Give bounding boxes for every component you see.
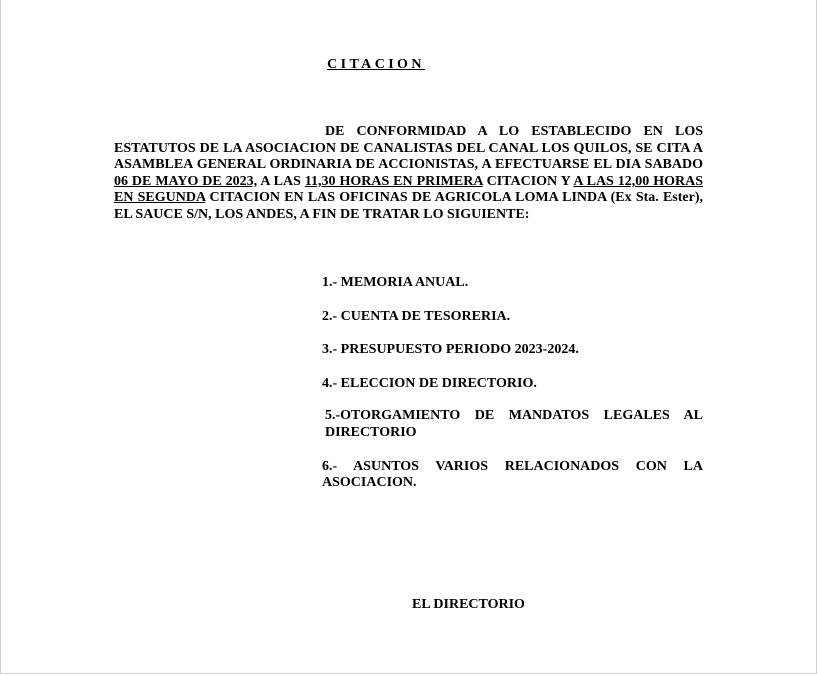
agenda-item: 1.- MEMORIA ANUAL. [322,275,469,290]
agenda-list [322,275,703,492]
meeting-date: 06 DE MAYO DE 2023, [114,173,258,189]
agenda-item: 5.-OTORGAMIENTO DE MANDATOS LEGALES AL DIRECTORIO [325,408,703,440]
agenda-item: 3.- PRESUPUESTO PERIODO 2023-2024. [322,342,579,358]
body-text-1: DE CONFORMIDAD A LO ESTABLECIDO EN LOS ESTATUTOS DE LA ASOCIACION DE CANALISTAS DEL CANAL LOS QUILOS, SE CITA A ASAMBLEA GENERAL ORDINARIA DE ACCIONISTAS, A EFECTUARSE EL DIA SABADO [114,124,703,173]
body-text-2: A LAS [257,173,305,189]
body-paragraph [114,124,703,224]
body-text-3: CITACION Y [482,173,574,189]
signature: EL DIRECTORIO [412,597,525,612]
document-title: CITACION [327,57,425,72]
second-call-time: A LAS 12,00 HORAS EN SEGUNDA [114,173,703,206]
agenda-item: 2.- CUENTA DE TESORERIA. [322,308,511,324]
first-call-time: 11,30 HORAS EN PRIMERA [304,173,483,189]
body-text-4: CITACION EN LAS OFICINAS DE AGRICOLA LOMA LINDA (Ex Sta. Ester), EL SAUCE S/N, LOS ANDES, A FIN DE TRATAR LO SIGUIENTE: [114,190,703,222]
agenda-item: 6.- ASUNTOS VARIOS RELACIONADOS CON LA ASOCIACION. [322,458,703,491]
agenda-item: 4.- ELECCION DE DIRECTORIO. [322,375,537,391]
